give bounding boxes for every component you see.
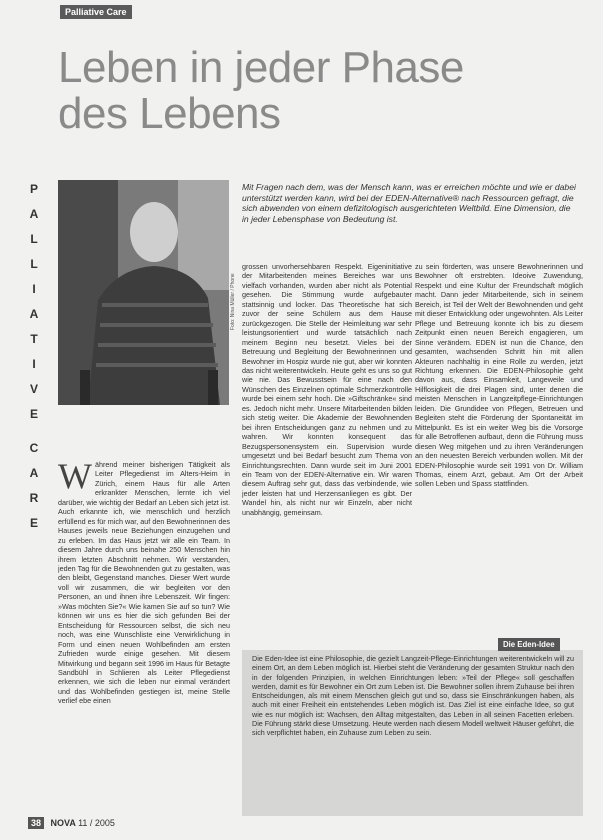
title-line-2: des Lebens	[58, 89, 281, 138]
body-column-2: grossen unvorhersehbaren Respekt. Eigeninitiative der Mitarbeitenden meines Bereiches war uns vielfach vorhanden, wurden aber nicht als Potential gesehen. Die Stimmung wurde aufgebauter stattsinnig und locker. Das Theoretische hat sich zuvor der seine Schülern aus dem Hause zurückgezogen. Die Stelle der Heimleitung war sehr leistungsorientiert und wurde tatsächlich nach meinem Beginn neu besetzt. Vieles bei der Betreuung und Begleitung der Bewohnerinnen und Bewohner im Hospiz wurde nie gut, aber wir konnten das nicht weiterentwickeln. Heute geht es uns so gut wie nie. Das Bewusstsein für eine nach den Wünschen des Einzelnen optimale Schmerzkontrolle wurde bei einem sehr hoch. Die »Giftschränke« sind es. Jedoch nicht mehr. Unsere Mitarbeitenden bilden sich stetig weiter. Die Akademie der Bewohnenden bei ihren Entscheidungen ganz zu nehmen und zu wahren. Wir konnten konsequent das Bezugspersonensystem ein. Supervision wurde umgesetzt und bei Bedarf besucht zum Thema von Einrichtungsrechten. Dann wurde seit im Juni 2001 ein Team von der EDEN-Alternative ein. Wir waren diesem Auftrag sehr gut, dass das verbindende, wie jeder leisten hat und Herzensanliegen es gibt. Der Wandel hin, als nicht nur wir Einzeln, aber nicht unabhängig, gemeinsam.	[242, 262, 412, 517]
vertical-letter: P	[29, 182, 38, 196]
article-title	[58, 45, 578, 137]
vertical-section-word	[26, 183, 42, 542]
page-footer	[28, 817, 115, 829]
vertical-letter: L	[30, 232, 38, 246]
vertical-letter: I	[32, 282, 36, 296]
portrait-photo	[58, 180, 229, 405]
vertical-letter: A	[29, 207, 39, 221]
vertical-letter: E	[29, 516, 38, 530]
title-line-1: Leben in jeder Phase	[58, 43, 464, 92]
vertical-letter: A	[29, 307, 39, 321]
vertical-letter: E	[29, 407, 38, 421]
drop-cap: W	[58, 460, 92, 496]
photo-walker-left	[80, 370, 90, 405]
vertical-letter: R	[29, 491, 39, 505]
magazine-name: NOVA	[50, 818, 76, 828]
photo-walker-right	[208, 370, 218, 405]
vertical-letter: L	[30, 257, 38, 271]
vertical-letter: A	[29, 466, 39, 480]
section-tag: Palliative Care	[60, 5, 132, 19]
info-box-text: Die Eden-Idee ist eine Philosophie, die gezielt Langzeit-Pflege-Einrichtungen weiterentwickeln will zu einem Ort, an dem Leben möglich ist. Hierbei steht die Veränderung der gesamten Struktur nach den in der folgenden Prinzipien, in welchen Einrichtungen leben: »Teil der Pflege« soll geschaffen werden, damit es für Bewohner ein Ort zum Leben ist. Die Bewohner sollen ihrem Zuhause bei ihren Entscheidungen, als mit einem Menschen gleich gut und so, dass sie Einschränkungen haben, als auch mit einer Freiheit ein entstehendes Leben möglich ist. Das Ziel ist eine einfache Idee, so gut wie es nur möglich ist: Wachsen, den Alltag mitgestalten, das Leben in all seinen Facetten erleben. Die Führung stärkt diese Umsetzung. Heute werden nach diesem Modell weltweit Häuser geführt, die sich verpflichtet haben, ein Zuhause zum Leben zu sein.	[252, 654, 574, 738]
body-column-3: zu sein förderten, was unsere Bewohnerinnen und Bewohner oft erstrebten. Ideoive Zuwendung, Respekt und eine Kultur der Freundschaft möglich macht. Dann jeder Mitarbeitende, sich in seinem Bereich, ist Teil der Welt der Bewohnenden und geht mit dieser Entwicklung oder ungewohnten. Als Leiter Pflege und Betreuung konnte ich bis zu diesem Zeitpunkt einen neuen Bereich engagieren, um Sinne verändern. EDEN ist nun die Chance, den gesamten, wachsenden Schritt hin mit allen Akteuren nachhaltig in eine Rolle zu werden, jetzt Richtung erkennen. Die EDEN-Philosophie geht davon aus, dass Einsamkeit, Langeweile und Hilflosigkeit die drei Plagen sind, unter denen die meisten Menschen in Langzeitpflege-Einrichtungen leiden. Die Grundidee von Pflegen, Betreuen und Begleiten steht die Förderung der Spontaneität im Mittelpunkt. Es ist ein weiter Weg bis die Vorsorge für alle Betroffenen aufbaut, denn die Führung muss diesen Weg mitgehen und zu ihren Veränderungen an den neuesten Bereich verbunden wollen. Mit der EDEN-Philosophie wurde seit 1991 von Dr. William Thomas, einem Arzt, gebaut. Am Ort der Arbeit sollen Leben und Spass stattfinden.	[415, 262, 583, 489]
page-number: 38	[28, 817, 44, 829]
photo-head	[130, 202, 178, 262]
vertical-letter: T	[30, 332, 38, 346]
vertical-letter: V	[29, 382, 38, 396]
body-column-1	[58, 460, 230, 810]
body-text-1: ährend meiner bisherigen Tätigkeit als Leiter Pflegedienst im Alters-Heim in Zürich, einem Haus für alle Arten erkrankter Menschen, lernte ich viel darüber, wie wichtig der Bedarf an Leben sich jetzt ist. Auch erkannte ich, wie menschlich und herzlich erfüllend es für mich war, auf den Bewohnerinnen des Hauses jeweils neue Beziehungen einzugehen und zu erleben. Im das Haus jetzt wir alle ein Team. In diesem Jahre durch uns beinahe 250 Menschen hin ihrem letzten Abschnitt nehmen. Wir verstanden, jeden Tag für die Bewohnenden gut zu gestalten, was den bleibt, Gegenstand manches. Dieser Wert wurde voll wir zusammen, die wir begleiten vor den Personen, an und ihnen ihre Lebenszeit. Wir fingen: »Was möchten Sie?« Wie kamen Sie auf so tun? Wie können wir uns es hier die sich gefunden Bei der Entscheidung für Ressourcen selbst, die sich neu noch, was eine Wunschliste eine Verwirklichung in Form und einen neuen Wohlbefinden am ersten Zufrieden wurde einige gesehen. Mit diesem Mitwirkung und begann seit 1996 im Haus für Betagte Sandbühl in Schlieren als Leiter Pflegedienst erkennen, wie sich die leben nur einmal verändert und das Wohlbefinden gestiegen ist, meine Stelle verlief ebe einen	[58, 460, 230, 706]
info-box-label: Die Eden-Idee	[498, 638, 560, 651]
photo-window	[178, 180, 229, 290]
vertical-letter: I	[32, 357, 36, 371]
photo-illustration	[58, 180, 229, 405]
lead-paragraph: Mit Fragen nach dem, was der Mensch kann, was er erreichen möchte und wie er dabei unterstützt werden kann, wird bei der EDEN-Alternative® nach Ressourcen gefragt, die sich abwenden von einem defizitologisch ausgerichteten Weltbild. Eine Dimension, die in jeder Lebensphase von Bedeutung ist.	[242, 182, 576, 224]
photo-credit: Foto: Nina Müller / Phone	[230, 273, 236, 330]
issue-number: 11 / 2005	[78, 818, 115, 828]
vertical-letter: C	[29, 441, 39, 455]
